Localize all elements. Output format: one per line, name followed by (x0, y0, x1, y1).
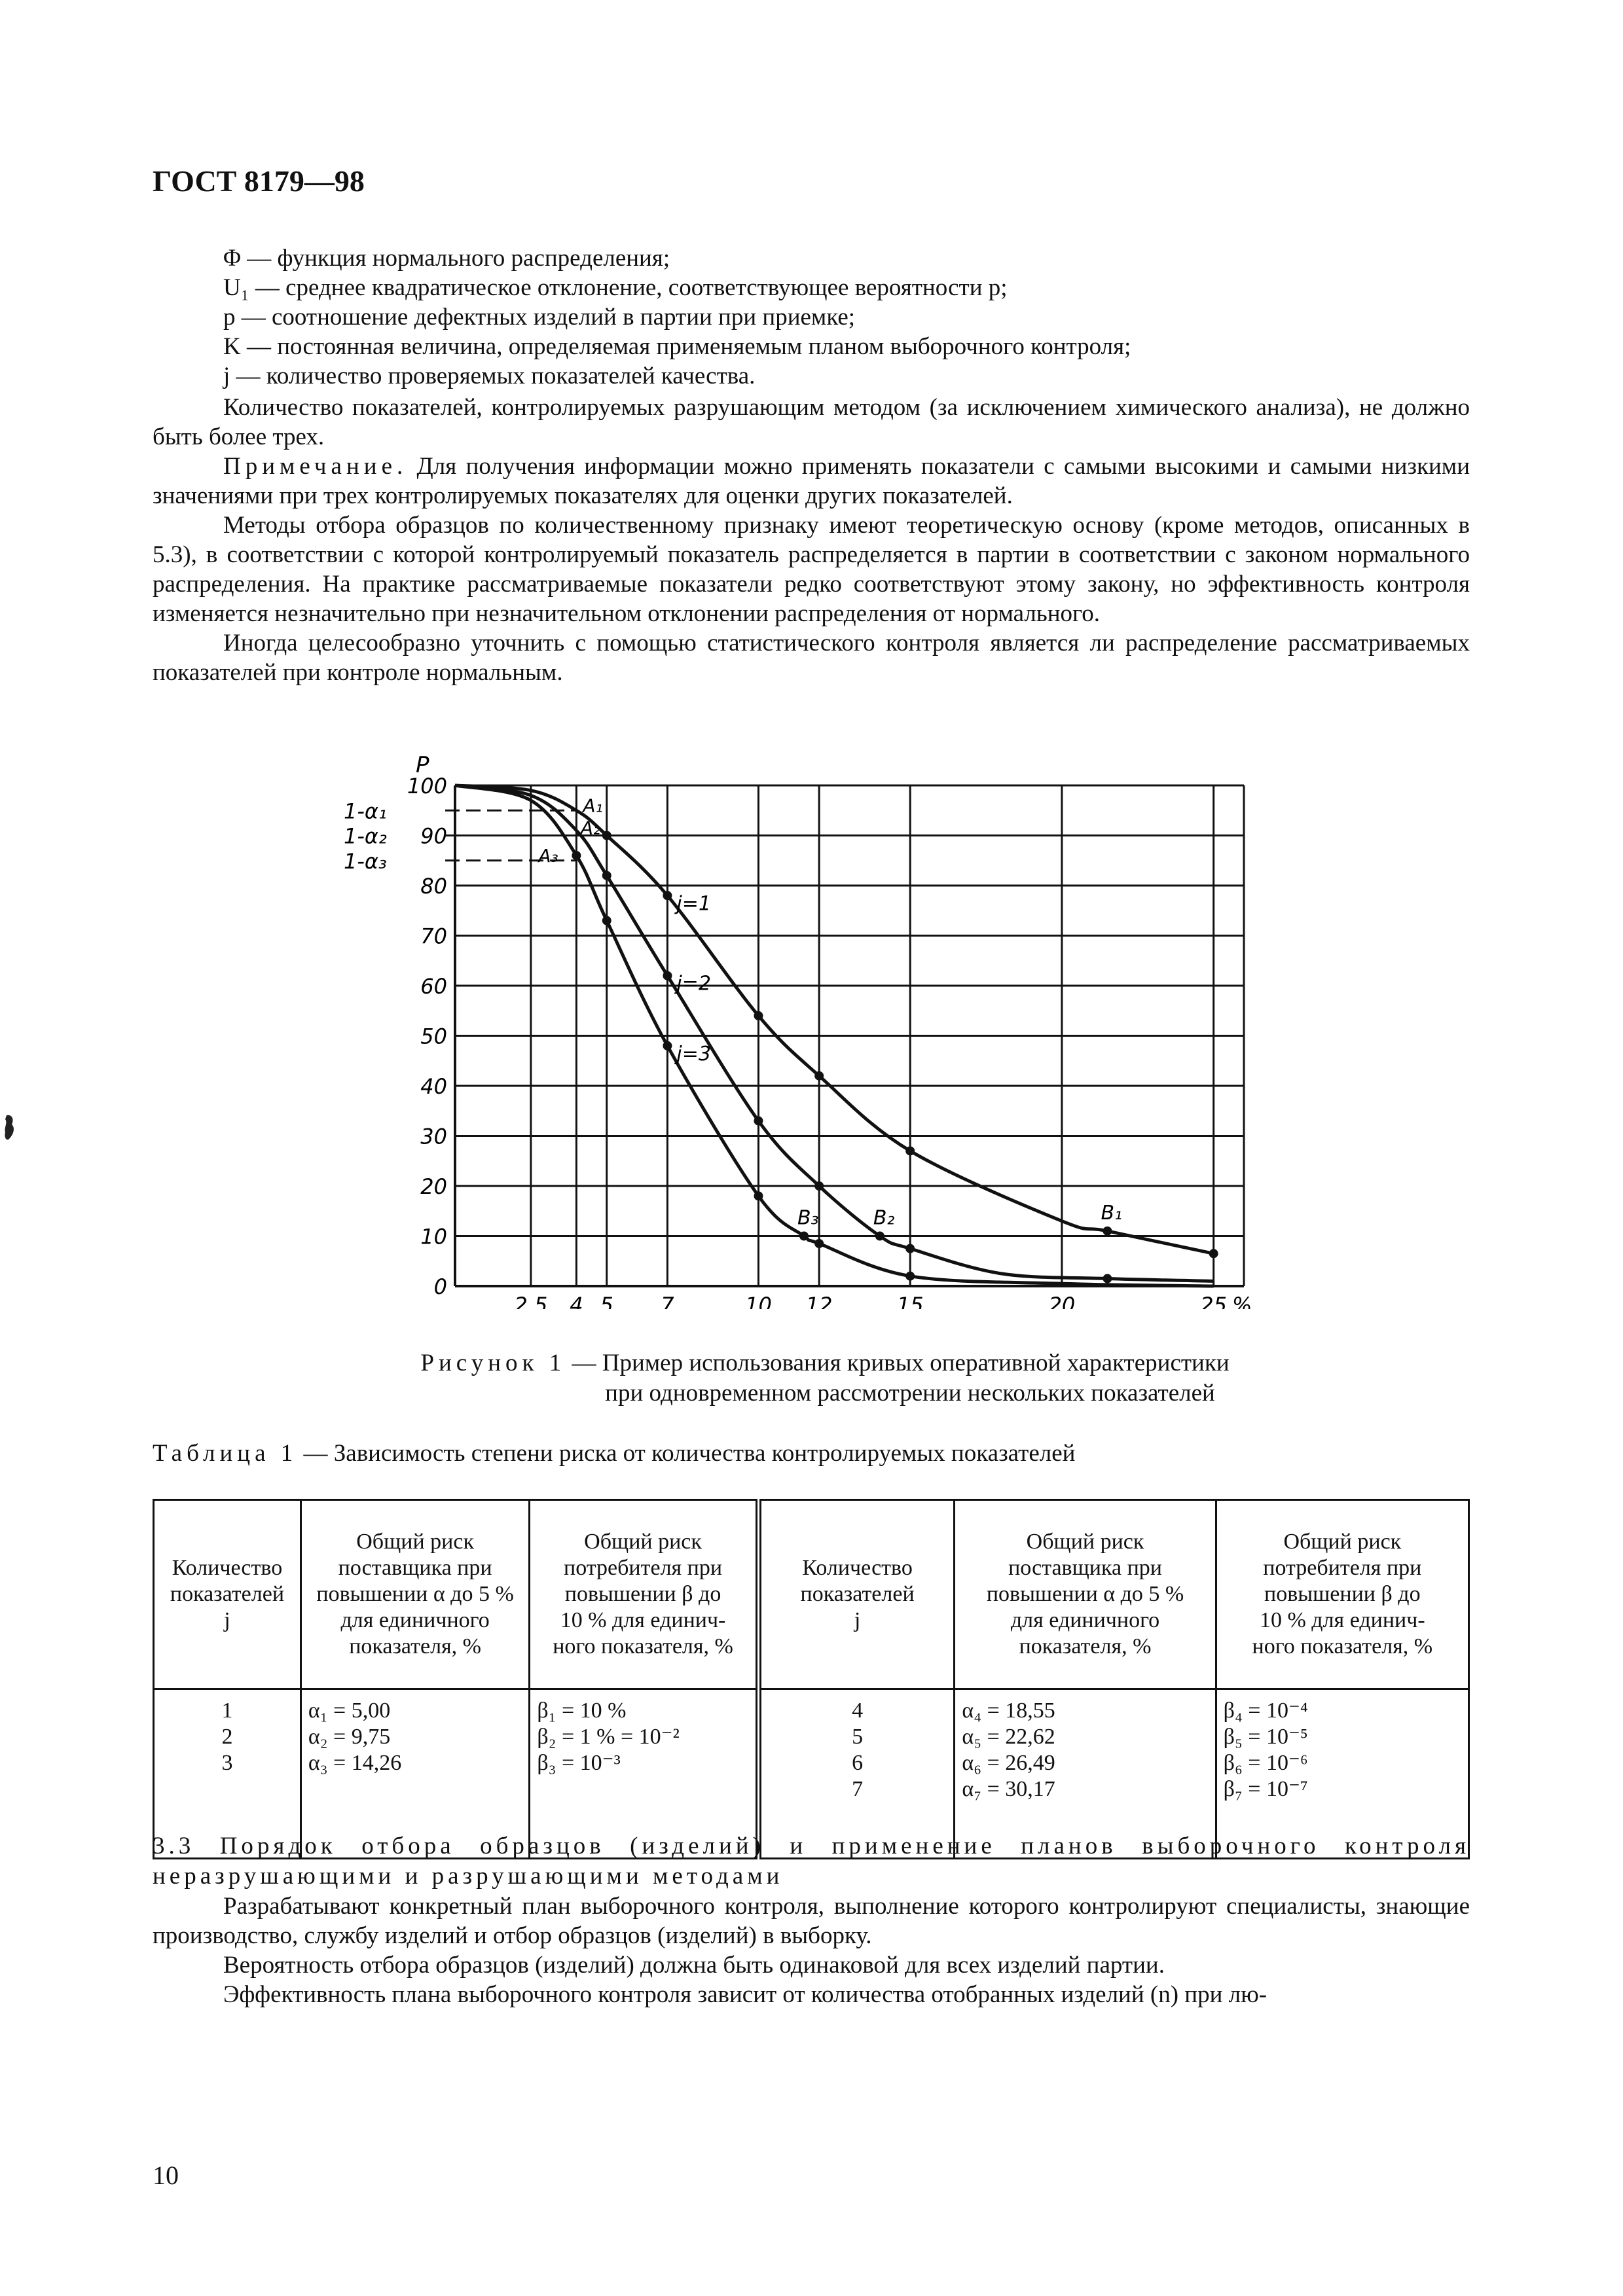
data-point (572, 851, 581, 860)
y-axis-label: P (416, 752, 429, 778)
header-count-left (154, 1500, 301, 1689)
cell-value: α₁ = 5,00 (308, 1698, 391, 1723)
cell-value: β₄ = 10⁻⁴ (1223, 1698, 1308, 1723)
data-point (814, 1071, 824, 1081)
data-point (905, 1244, 915, 1253)
risk-point-label: A₂ (580, 817, 601, 839)
risk-point-label: A₃ (538, 844, 558, 867)
note-paragraph (153, 452, 1470, 511)
header-line: потребителя при (1263, 1556, 1422, 1580)
cell-value: β₅ = 10⁻⁵ (1223, 1725, 1308, 1749)
header-line: показателей (170, 1582, 285, 1606)
data-point (1103, 1274, 1112, 1283)
body-text-upper (153, 393, 1470, 687)
table-title (153, 1439, 1075, 1469)
definition-k: K — постоянная величина, определяемая применяемым планом выборочного контроля; (223, 333, 1131, 360)
risk-table (153, 1499, 1470, 1859)
x-tick-label: 4 (570, 1293, 583, 1309)
y-tick-label: 20 (420, 1174, 447, 1199)
paragraph-destructive-count: Количество показателей, контролируемых разрушающим методом (за исключением химического анализа), не должно быть более трех. (153, 394, 1470, 450)
curve-label: j=3 (676, 1042, 711, 1066)
header-line: для единичного (340, 1608, 490, 1632)
header-line: Общий риск (1283, 1530, 1402, 1554)
oc-curve (455, 785, 1214, 1281)
definition-p: p — соотношение дефектных изделий в партии при приемке; (223, 304, 856, 331)
x-tick-label: 2,5 (514, 1293, 548, 1309)
paragraph-efficiency: Эффективность плана выборочного контроля зависит от количества отобранных изделий (n) при лю- (223, 1981, 1267, 2008)
header-line: Общий риск (1026, 1530, 1144, 1554)
header-line: повышении α до 5 % (316, 1582, 514, 1606)
header-line: Общий риск (584, 1530, 702, 1554)
cell-value: 3 (221, 1751, 233, 1775)
header-line: показателя, % (1019, 1634, 1152, 1659)
cell-value: β₃ = 10⁻³ (537, 1751, 621, 1775)
data-point (602, 871, 611, 880)
header-supplier-risk-right (955, 1500, 1216, 1689)
cell-value: α₂ = 9,75 (308, 1725, 391, 1749)
y-tick-label: 50 (420, 1024, 447, 1049)
y-tick-label: 100 (407, 774, 447, 798)
data-point (663, 1041, 672, 1050)
cell-value: α₃ = 14,26 (308, 1751, 402, 1775)
cell-value: β₁ = 10 % (537, 1698, 627, 1723)
header-line: j (224, 1608, 230, 1632)
paragraph-normality: Иногда целесообразно уточнить с помощью статистического контроля является ли распределение рассматриваемых показателей при контроле нормальным. (153, 630, 1470, 686)
oc-curve (455, 785, 1214, 1253)
table-header-row (154, 1500, 1469, 1689)
note-label: Примечание. (223, 453, 408, 480)
x-tick-label: 10 (745, 1293, 772, 1309)
section-heading: 3.3 Порядок отбора образцов (изделий) и применение планов выборочного контроля неразрушающими и разрушающими методами (153, 1833, 1470, 1890)
x-tick-label: 25 (1200, 1293, 1228, 1309)
definition-phi: Φ — функция нормального распределения; (223, 245, 670, 272)
data-point (754, 1011, 763, 1020)
header-line: показателей (800, 1582, 915, 1606)
y-tick-label: 90 (420, 823, 447, 849)
curve-label: j=1 (676, 892, 711, 916)
oc-curves-figure (340, 740, 1322, 1309)
y-tick-label: 40 (420, 1074, 447, 1099)
header-consumer-risk-right (1216, 1500, 1468, 1689)
header-line: ного показателя, % (553, 1634, 733, 1659)
x-tick-label: 12 (805, 1293, 833, 1309)
body-text-lower (153, 1892, 1470, 2009)
x-tick-label: 20 (1048, 1293, 1076, 1309)
header-line: для единичного (1010, 1608, 1160, 1632)
cell-value: 4 (852, 1698, 864, 1723)
header-line: потребителя при (564, 1556, 723, 1580)
header-line: j (854, 1608, 861, 1632)
end-point-label: B₂ (873, 1206, 895, 1230)
data-point (1103, 1227, 1112, 1236)
risk-level-label: 1-α₂ (344, 823, 387, 849)
x-tick-label: 7 (661, 1293, 674, 1309)
cell-value: α₄ = 18,55 (962, 1698, 1055, 1723)
y-tick-label: 0 (433, 1274, 447, 1299)
header-line: поставщика при (1008, 1556, 1162, 1580)
x-tick-label: 5 (600, 1293, 613, 1309)
x-tick-label: 15 (896, 1293, 924, 1309)
end-point-label: B₃ (797, 1206, 819, 1230)
header-line: 10 % для единич- (560, 1608, 726, 1632)
cell-value: β₂ = 1 % = 10⁻² (537, 1725, 680, 1749)
y-tick-label: 60 (420, 974, 447, 999)
header-consumer-risk-left (530, 1500, 758, 1689)
x-axis-unit: % (1232, 1293, 1252, 1309)
risk-level-label: 1-α₃ (344, 848, 387, 874)
scan-artifact (3, 1113, 17, 1144)
risk-point-label: A₁ (583, 795, 603, 817)
header-line: повышении α до 5 % (986, 1582, 1184, 1606)
y-tick-label: 80 (420, 874, 447, 899)
cell-value: α₆ = 26,49 (962, 1751, 1055, 1775)
cell-value: 6 (852, 1751, 864, 1775)
cell-value: 1 (221, 1698, 233, 1723)
header-line: показателя, % (349, 1634, 481, 1659)
curve-label: j=2 (676, 972, 711, 996)
note-text: Для получения информации можно применять показатели с самыми высокими и самыми низкими значениями при трех контролируемых показателях для оценки других показателей. (153, 453, 1470, 509)
y-tick-label: 10 (420, 1224, 447, 1249)
header-line: Количество (802, 1556, 913, 1580)
figure-caption-text: — Пример использования кривых оперативной характеристики (566, 1350, 1230, 1376)
header-line: Общий риск (356, 1530, 474, 1554)
data-point (875, 1232, 884, 1241)
cell-value: 7 (852, 1777, 864, 1801)
header-line: повышении β до (564, 1582, 721, 1606)
figure-caption (367, 1348, 1283, 1408)
page-number: 10 (153, 2161, 179, 2190)
header-line: Количество (172, 1556, 283, 1580)
cell-value: 5 (852, 1725, 864, 1749)
data-point (663, 971, 672, 980)
data-point (814, 1239, 824, 1248)
data-point (814, 1181, 824, 1191)
table-title-text: — Зависимость степени риска от количества контролируемых показателей (297, 1440, 1076, 1467)
data-point (754, 1191, 763, 1200)
y-tick-label: 30 (420, 1124, 447, 1149)
table-title-label: Таблица 1 (153, 1440, 298, 1467)
figure-caption-line2: при одновременном рассмотрении нескольких показателей (605, 1380, 1215, 1407)
header-line: поставщика при (338, 1556, 492, 1580)
cell-value: α₇ = 30,17 (962, 1777, 1055, 1801)
end-point-label: B₁ (1101, 1201, 1123, 1225)
data-point (799, 1232, 809, 1241)
data-point (905, 1146, 915, 1155)
header-line: ного показателя, % (1252, 1634, 1433, 1659)
data-point (754, 1117, 763, 1126)
header-line: 10 % для единич- (1259, 1608, 1425, 1632)
y-tick-label: 70 (420, 924, 447, 949)
figure-caption-label: Рисунок 1 (420, 1350, 566, 1376)
cell-value: α₅ = 22,62 (962, 1725, 1055, 1749)
data-point (905, 1272, 915, 1281)
cell-value: 2 (221, 1725, 233, 1749)
header-line: повышении β до (1264, 1582, 1421, 1606)
data-point (1209, 1249, 1218, 1258)
definition-j: j — количество проверяемых показателей качества. (223, 363, 756, 389)
paragraph-plan: Разрабатывают конкретный план выборочного контроля, выполнение которого контролируют специалисты, знающие производство, службу изделий и отбор образцов (изделий) в выборку. (153, 1893, 1470, 1949)
definition-u1: U₁ — среднее квадратическое отклонение, соответствующее вероятности p; (223, 274, 1008, 301)
data-point (602, 831, 611, 840)
cell-value: β₇ = 10⁻⁷ (1223, 1777, 1308, 1801)
document-code: ГОСТ 8179—98 (153, 164, 365, 198)
definitions-list (223, 243, 1131, 391)
risk-level-label: 1-α₁ (344, 798, 387, 824)
data-point (663, 891, 672, 900)
header-supplier-risk-left (301, 1500, 529, 1689)
header-count-right (758, 1500, 955, 1689)
cell-value: β₆ = 10⁻⁶ (1223, 1751, 1308, 1775)
data-point (602, 916, 611, 925)
paragraph-probability: Вероятность отбора образцов (изделий) должна быть одинаковой для всех изделий партии. (223, 1952, 1165, 1979)
oc-curves-chart (340, 740, 1322, 1309)
paragraph-methods: Методы отбора образцов по количественному признаку имеют теоретическую основу (кроме методов, описанных в 5.3), в соответствии с которой контролируемый показатель распределяется в партии в соответствии с законом нормального распределения. На практике рассматриваемые показатели редко соответствуют этому закону, но эффективность контроля изменяется незначительно при незначительном отклонении распределения от нормального. (153, 512, 1470, 627)
